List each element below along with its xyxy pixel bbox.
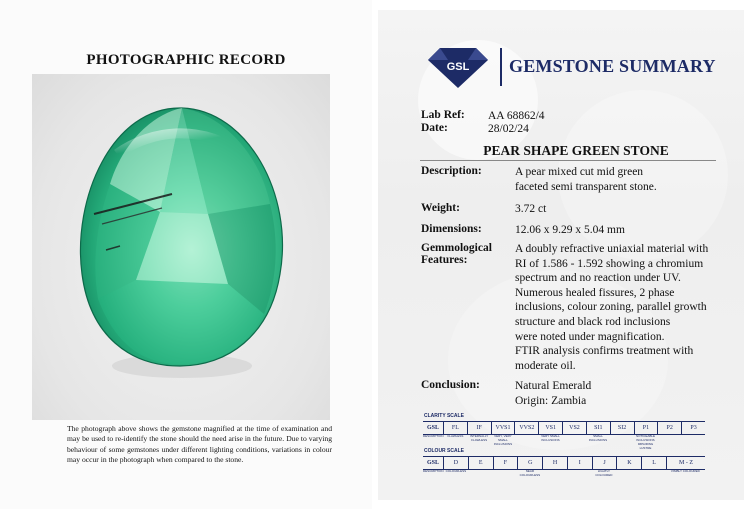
clarity-desc: NOTICEABLE INCLUSIONS IMPAIRING LUSTRE [636,434,656,450]
colour-scale-title: COLOUR SCALE [424,448,464,454]
colour-desc: LIGHTLY COLOURED [595,469,613,477]
clarity-grade: VS2 [563,422,587,434]
clarity-grade: P3 [690,425,697,431]
colour-grade: M - Z [679,460,694,466]
colour-desc [616,469,641,475]
clarity-scale-title: CLARITY SCALE [424,413,464,419]
colour-desc [493,469,518,475]
date-label: Date: [421,122,448,134]
colour-scale-head: GSL [423,457,444,469]
colour-grade: E [469,457,494,469]
photographic-record-title: PHOTOGRAPHIC RECORD [86,52,286,68]
colour-scale [423,456,705,470]
colour-desc [641,469,666,475]
description-label: Description: [421,165,482,177]
dimensions-value: 12.06 x 9.29 x 5.04 mm [515,224,625,236]
colour-desc: VISIBLY COLOURED [670,469,700,473]
gsl-logo-icon [426,46,490,90]
colour-grade: F [494,457,519,469]
clarity-desc: VERY SMALL INCLUSIONS [541,434,560,442]
colour-grade: I [568,457,593,469]
description-value: A pear mixed cut mid green faceted semi transparent stone. [515,166,657,193]
logo-divider [500,48,502,86]
colour-grade: L [642,457,667,469]
clarity-desc [515,434,539,440]
clarity-grade: VS1 [539,422,563,434]
clarity-grade: FL [444,422,468,434]
colour-desc: COLOURLESS [445,469,467,473]
date-value: 28/02/24 [488,123,529,135]
clarity-desc: VERY, VERY SMALL INCLUSIONS [493,434,513,446]
clarity-desc: SMALL INCLUSIONS [588,434,608,442]
svg-text:GSL: GSL [446,61,470,73]
colour-grade: K [617,457,642,469]
dimensions-label: Dimensions: [421,223,482,235]
gemstone-photo [32,74,330,420]
clarity-grade: SI2 [611,422,635,434]
clarity-scale-descriptions [423,434,705,450]
clarity-grade: P1 [635,422,659,434]
colour-desc [567,469,592,475]
weight-label: Weight: [421,202,460,214]
colour-desc-head: DESCRIPTION [423,469,444,473]
colour-desc [468,469,493,475]
gemstone-summary-title: GEMSTONE SUMMARY [509,56,716,76]
weight-value: 3.72 ct [515,203,547,215]
clarity-desc-head: DESCRIPTION [423,434,444,438]
clarity-scale-head: GSL [423,422,444,434]
colour-desc: NEAR COLOURLESS [519,469,541,477]
colour-grade: G [518,457,543,469]
clarity-grade: SI1 [587,422,611,434]
lab-ref-label: Lab Ref: [421,109,465,121]
gemmological-features-value: A doubly refractive uniaxial material with RI of 1.586 - 1.592 showing a chromium spectrum and no reaction under UV. Numerous healed fissures, 2 phase inclusions, colour zoning, parallel growth structure and black rod inclusions were noted under magnification. FTIR analysis confirms treatment with moderate oil. [515,243,709,372]
colour-grade: H [543,457,568,469]
clarity-grade: VVS1 [492,422,516,434]
clarity-grade: VVS2 [515,422,539,434]
clarity-scale [423,421,705,435]
conclusion-label: Conclusion: [421,379,480,391]
emerald-image [32,74,330,420]
lab-ref-value: AA 68862/4 [488,110,545,122]
conclusion-value: Natural Emerald Origin: Zambia [515,380,592,407]
clarity-desc [562,434,586,440]
divider [420,160,716,161]
gemmological-label: Gemmological Features: [421,242,492,266]
clarity-desc: FLAWLESS [447,434,464,438]
colour-desc [542,469,567,475]
clarity-desc [610,434,634,440]
clarity-desc [681,434,705,440]
photo-caption: The photograph above shows the gemstone magnified at the time of examination and may be used to re-identify the stone should the need arise in the future. Due to varying behaviour of some gemstones under different lighting conditions, variations in colour may occur in the photograph when compared to the stone. [67,424,332,465]
stone-name-heading: PEAR SHAPE GREEN STONE [483,143,669,158]
photographic-record-panel [0,0,372,509]
clarity-desc: INTERNALLY FLAWLESS [470,434,489,442]
clarity-grade: IF [468,422,492,434]
clarity-grade: P2 [658,422,682,434]
clarity-desc [657,434,681,440]
colour-scale-descriptions [423,469,705,475]
colour-grade: D [444,457,469,469]
colour-grade: J [593,457,618,469]
